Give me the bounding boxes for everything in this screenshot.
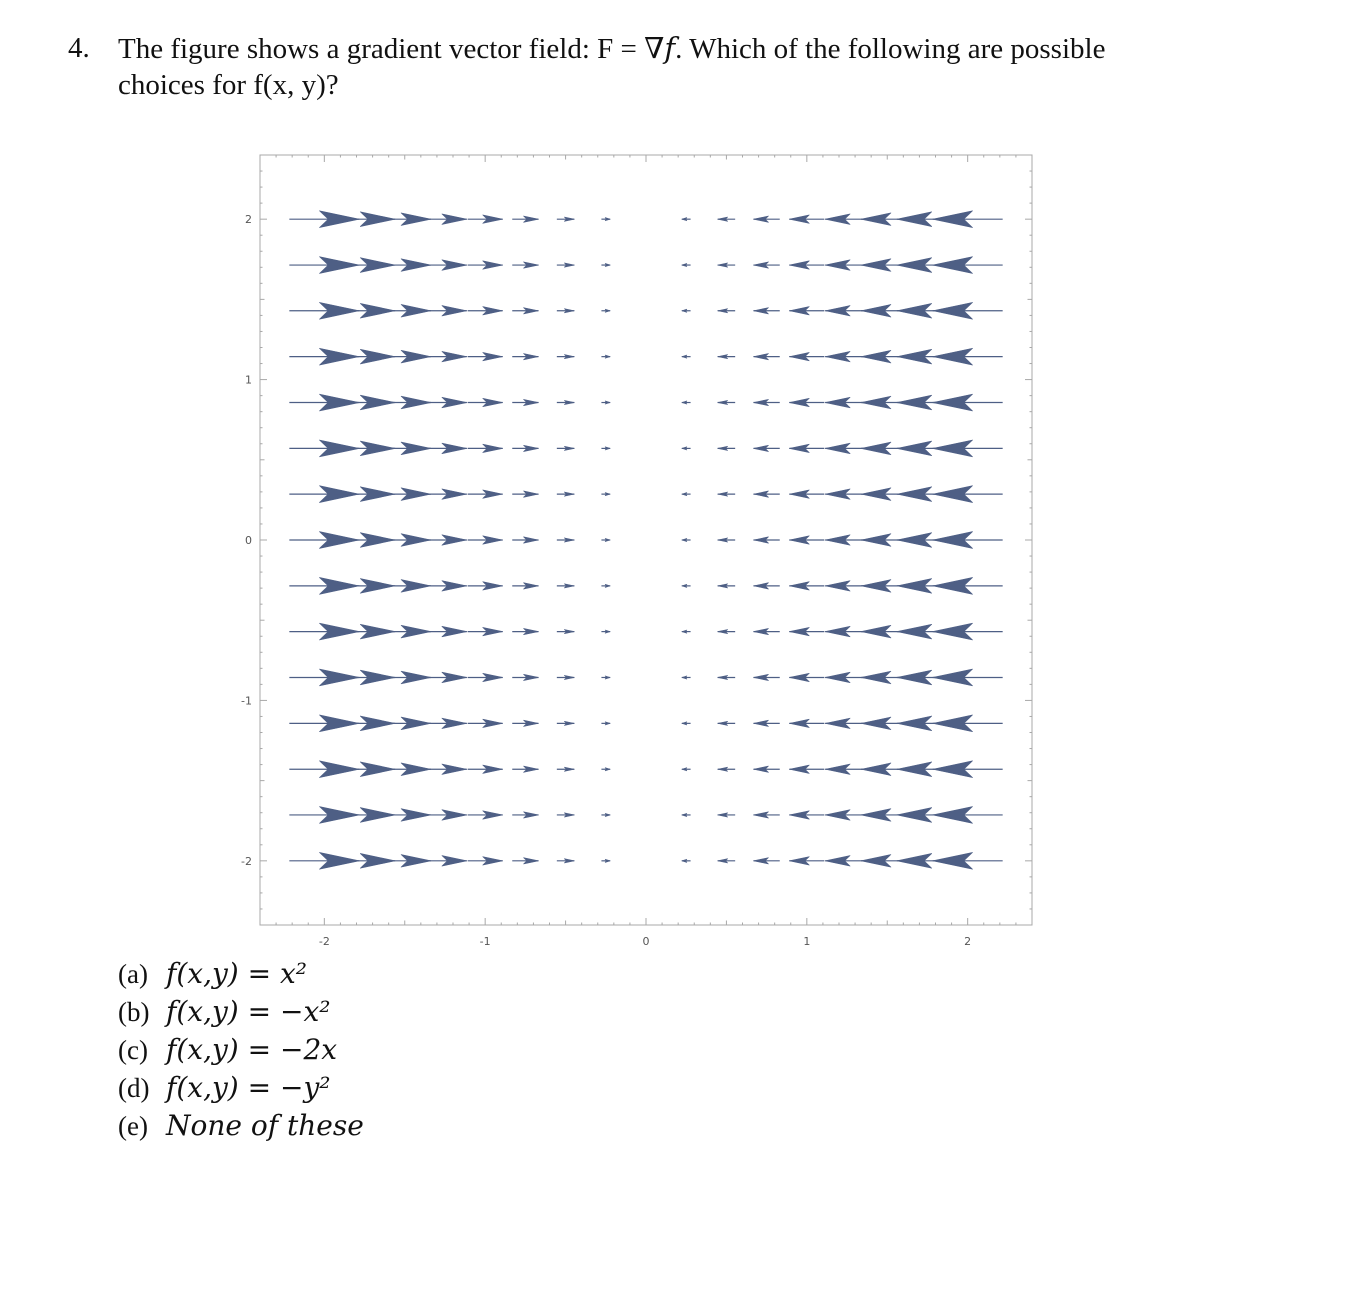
arrow-head	[605, 630, 610, 633]
arrow-head	[682, 263, 687, 266]
vector-arrow	[423, 443, 467, 454]
vector-arrow	[682, 447, 691, 450]
vector-arrow	[557, 721, 575, 725]
vector-arrow	[754, 583, 780, 589]
vector-arrow	[789, 398, 824, 406]
vector-arrow	[718, 263, 736, 267]
choice-d-expression: f(x,y) = −y²	[166, 1071, 331, 1104]
arrow-head	[682, 355, 687, 358]
arrow-head	[605, 355, 610, 358]
vector-arrow	[789, 719, 824, 727]
vector-arrow	[557, 767, 575, 771]
vector-arrow	[933, 394, 1003, 411]
vector-arrow	[512, 583, 538, 589]
choice-a-label: (a)	[118, 959, 148, 989]
vector-arrow	[682, 813, 691, 816]
vector-arrow	[512, 491, 538, 497]
vector-arrow	[933, 348, 1003, 365]
arrow-head	[682, 722, 687, 725]
vector-arrow	[754, 858, 780, 864]
x-tick-label: 2	[964, 935, 972, 948]
vector-arrow	[423, 351, 467, 362]
vector-arrow	[754, 537, 780, 543]
vector-arrow	[557, 400, 575, 404]
choice-c[interactable]	[118, 1031, 364, 1069]
vector-arrow	[512, 308, 538, 314]
arrow-layer	[289, 211, 1002, 869]
arrow-head	[682, 859, 687, 862]
vector-arrow	[933, 211, 1003, 228]
vector-arrow	[789, 627, 824, 635]
vector-arrow	[754, 628, 780, 634]
vector-arrow	[557, 859, 575, 863]
question-number: 4.	[68, 32, 90, 64]
arrow-head	[605, 447, 610, 450]
arrow-head	[682, 768, 687, 771]
vector-arrow	[933, 577, 1003, 594]
vector-arrow	[601, 447, 610, 450]
vector-arrow	[933, 257, 1003, 274]
vector-arrow	[754, 308, 780, 314]
gradient-math: ∇f	[644, 31, 676, 65]
vector-arrow	[682, 722, 691, 725]
vector-arrow	[754, 812, 780, 818]
vector-arrow	[512, 858, 538, 864]
vector-arrow	[754, 353, 780, 359]
vector-arrow	[423, 672, 467, 683]
vector-arrow	[601, 859, 610, 862]
arrow-head	[682, 630, 687, 633]
vector-arrow	[468, 307, 503, 315]
vector-arrow	[754, 674, 780, 680]
vector-arrow	[754, 399, 780, 405]
vector-arrow	[789, 261, 824, 269]
vector-arrow	[468, 215, 503, 223]
arrow-head	[605, 493, 610, 496]
arrow-head	[682, 218, 687, 221]
vector-arrow	[468, 444, 503, 452]
arrow-head	[605, 538, 610, 541]
vector-arrow	[933, 532, 1003, 549]
vector-arrow	[754, 445, 780, 451]
vector-arrow	[557, 217, 575, 221]
vector-arrow	[789, 307, 824, 315]
vector-arrow	[754, 720, 780, 726]
vector-arrow	[933, 486, 1003, 503]
vector-arrow	[789, 811, 824, 819]
vector-arrow	[718, 859, 736, 863]
vector-arrow	[468, 582, 503, 590]
vector-arrow	[682, 493, 691, 496]
vector-arrow	[557, 675, 575, 679]
vector-arrow	[601, 538, 610, 541]
choice-a[interactable]	[118, 955, 364, 993]
vector-arrow	[601, 584, 610, 587]
arrow-head	[605, 401, 610, 404]
vector-arrow	[423, 581, 467, 592]
arrow-head	[682, 676, 687, 679]
vector-arrow	[601, 218, 610, 221]
vector-arrow	[601, 676, 610, 679]
vector-arrow	[789, 857, 824, 865]
arrow-head	[682, 309, 687, 312]
vector-arrow	[557, 584, 575, 588]
vector-arrow	[682, 676, 691, 679]
arrow-head	[682, 401, 687, 404]
vector-arrow	[682, 355, 691, 358]
vector-arrow	[718, 721, 736, 725]
question-line-1	[118, 30, 1248, 67]
vector-arrow	[557, 813, 575, 817]
vector-arrow	[682, 263, 691, 266]
arrow-head	[605, 676, 610, 679]
vector-arrow	[789, 444, 824, 452]
y-tick-label: -1	[241, 694, 252, 708]
choice-b-expression: f(x,y) = −x²	[166, 995, 331, 1028]
vector-arrow	[557, 446, 575, 450]
vector-arrow	[601, 401, 610, 404]
vector-arrow	[557, 630, 575, 634]
vector-arrow	[557, 538, 575, 542]
vector-arrow	[718, 309, 736, 313]
vector-arrow	[601, 263, 610, 266]
vector-arrow	[718, 446, 736, 450]
vector-arrow	[754, 491, 780, 497]
vector-arrow	[468, 536, 503, 544]
vector-arrow	[468, 719, 503, 727]
vector-arrow	[512, 399, 538, 405]
vector-arrow	[468, 261, 503, 269]
vector-arrow	[682, 859, 691, 862]
question-line-1-suffix: . Which of the following are possible	[675, 33, 1106, 65]
vector-arrow	[754, 262, 780, 268]
arrow-head	[605, 859, 610, 862]
vector-arrow	[423, 718, 467, 729]
x-tick-label: 0	[642, 935, 650, 948]
vector-arrow	[718, 630, 736, 634]
vector-arrow	[601, 722, 610, 725]
x-tick-label: 1	[803, 935, 811, 948]
vector-arrow	[468, 398, 503, 406]
arrow-head	[605, 768, 610, 771]
vector-arrow	[789, 536, 824, 544]
vector-arrow	[933, 807, 1003, 824]
vector-arrow	[789, 215, 824, 223]
vector-arrow	[933, 669, 1003, 686]
vector-arrow	[682, 218, 691, 221]
x-tick-label: -2	[318, 935, 330, 948]
vector-arrow	[512, 812, 538, 818]
choice-b-label: (b)	[118, 997, 150, 1027]
arrow-head	[682, 584, 687, 587]
vector-arrow	[468, 673, 503, 681]
vector-arrow	[468, 765, 503, 773]
arrow-head	[605, 722, 610, 725]
vector-arrow	[682, 309, 691, 312]
vector-arrow	[718, 813, 736, 817]
choice-e-expression: None of these	[166, 1109, 364, 1142]
vector-arrow	[557, 263, 575, 267]
answer-choices	[118, 955, 364, 1145]
vector-arrow	[754, 216, 780, 222]
vector-arrow	[423, 626, 467, 637]
arrow-head	[605, 813, 610, 816]
choice-e-label: (e)	[118, 1111, 148, 1141]
vector-arrow	[512, 537, 538, 543]
arrow-head	[682, 493, 687, 496]
choice-e[interactable]	[118, 1107, 364, 1145]
vector-arrow	[682, 401, 691, 404]
choice-d-label: (d)	[118, 1073, 150, 1103]
vector-arrow	[682, 538, 691, 541]
vector-arrow	[718, 492, 736, 496]
vector-arrow	[718, 355, 736, 359]
vector-arrow	[557, 492, 575, 496]
vector-arrow	[423, 856, 467, 867]
vector-arrow	[789, 582, 824, 590]
vector-arrow	[512, 720, 538, 726]
vector-arrow	[423, 260, 467, 271]
vector-arrow	[423, 810, 467, 821]
choice-c-label: (c)	[118, 1035, 148, 1065]
vector-arrow	[682, 630, 691, 633]
vector-arrow	[468, 352, 503, 360]
vector-arrow	[933, 440, 1003, 457]
vector-arrow	[423, 764, 467, 775]
vector-arrow	[933, 715, 1003, 732]
question-line-2: choices for f(x, y)?	[118, 69, 339, 101]
vector-arrow	[601, 813, 610, 816]
vector-arrow	[682, 584, 691, 587]
question-line-1-prefix: The figure shows a gradient vector field: F =	[118, 33, 645, 65]
x-tick-label: -1	[479, 935, 491, 948]
arrow-head	[605, 309, 610, 312]
y-tick-label: -2	[241, 854, 252, 868]
vector-arrow	[933, 623, 1003, 640]
vector-arrow	[468, 857, 503, 865]
choice-a-expression: f(x,y) = x²	[166, 957, 307, 990]
vector-field-plot	[230, 150, 1050, 960]
vector-arrow	[718, 538, 736, 542]
y-tick-label: 2	[245, 213, 252, 227]
y-tick-label: 1	[245, 373, 252, 387]
vector-arrow	[557, 309, 575, 313]
vector-arrow	[423, 535, 467, 546]
arrow-head	[682, 447, 687, 450]
vector-arrow	[789, 352, 824, 360]
vector-arrow	[423, 306, 467, 317]
arrow-head	[682, 813, 687, 816]
vector-arrow	[718, 217, 736, 221]
arrow-head	[682, 538, 687, 541]
vector-arrow	[468, 490, 503, 498]
vector-arrow	[601, 355, 610, 358]
vector-arrow	[423, 397, 467, 407]
vector-arrow	[512, 766, 538, 772]
vector-arrow	[718, 675, 736, 679]
choice-d[interactable]	[118, 1069, 364, 1107]
vector-arrow	[601, 768, 610, 771]
y-tick-label: 0	[245, 534, 252, 547]
arrow-head	[605, 584, 610, 587]
vector-arrow	[933, 852, 1003, 869]
arrow-head	[605, 218, 610, 221]
vector-arrow	[512, 445, 538, 451]
vector-arrow	[718, 767, 736, 771]
vector-arrow	[789, 490, 824, 498]
tick-layer	[241, 155, 1032, 948]
vector-arrow	[789, 673, 824, 681]
vector-arrow	[512, 353, 538, 359]
vector-arrow	[512, 262, 538, 268]
vector-arrow	[512, 674, 538, 680]
vector-arrow	[718, 584, 736, 588]
vector-arrow	[512, 216, 538, 222]
vector-arrow	[933, 761, 1003, 778]
choice-b[interactable]	[118, 993, 364, 1031]
vector-arrow	[468, 811, 503, 819]
vector-arrow	[423, 214, 467, 225]
vector-arrow	[789, 765, 824, 773]
vector-arrow	[557, 355, 575, 359]
vector-arrow	[423, 489, 467, 500]
vector-arrow	[468, 627, 503, 635]
vector-arrow	[682, 768, 691, 771]
vector-arrow	[933, 302, 1003, 319]
arrow-head	[605, 263, 610, 266]
choice-c-expression: f(x,y) = −2x	[166, 1033, 338, 1066]
question-text	[118, 30, 1248, 103]
vector-arrow	[601, 309, 610, 312]
vector-arrow	[601, 493, 610, 496]
vector-arrow	[512, 628, 538, 634]
vector-arrow	[754, 766, 780, 772]
vector-arrow	[718, 400, 736, 404]
vector-arrow	[601, 630, 610, 633]
